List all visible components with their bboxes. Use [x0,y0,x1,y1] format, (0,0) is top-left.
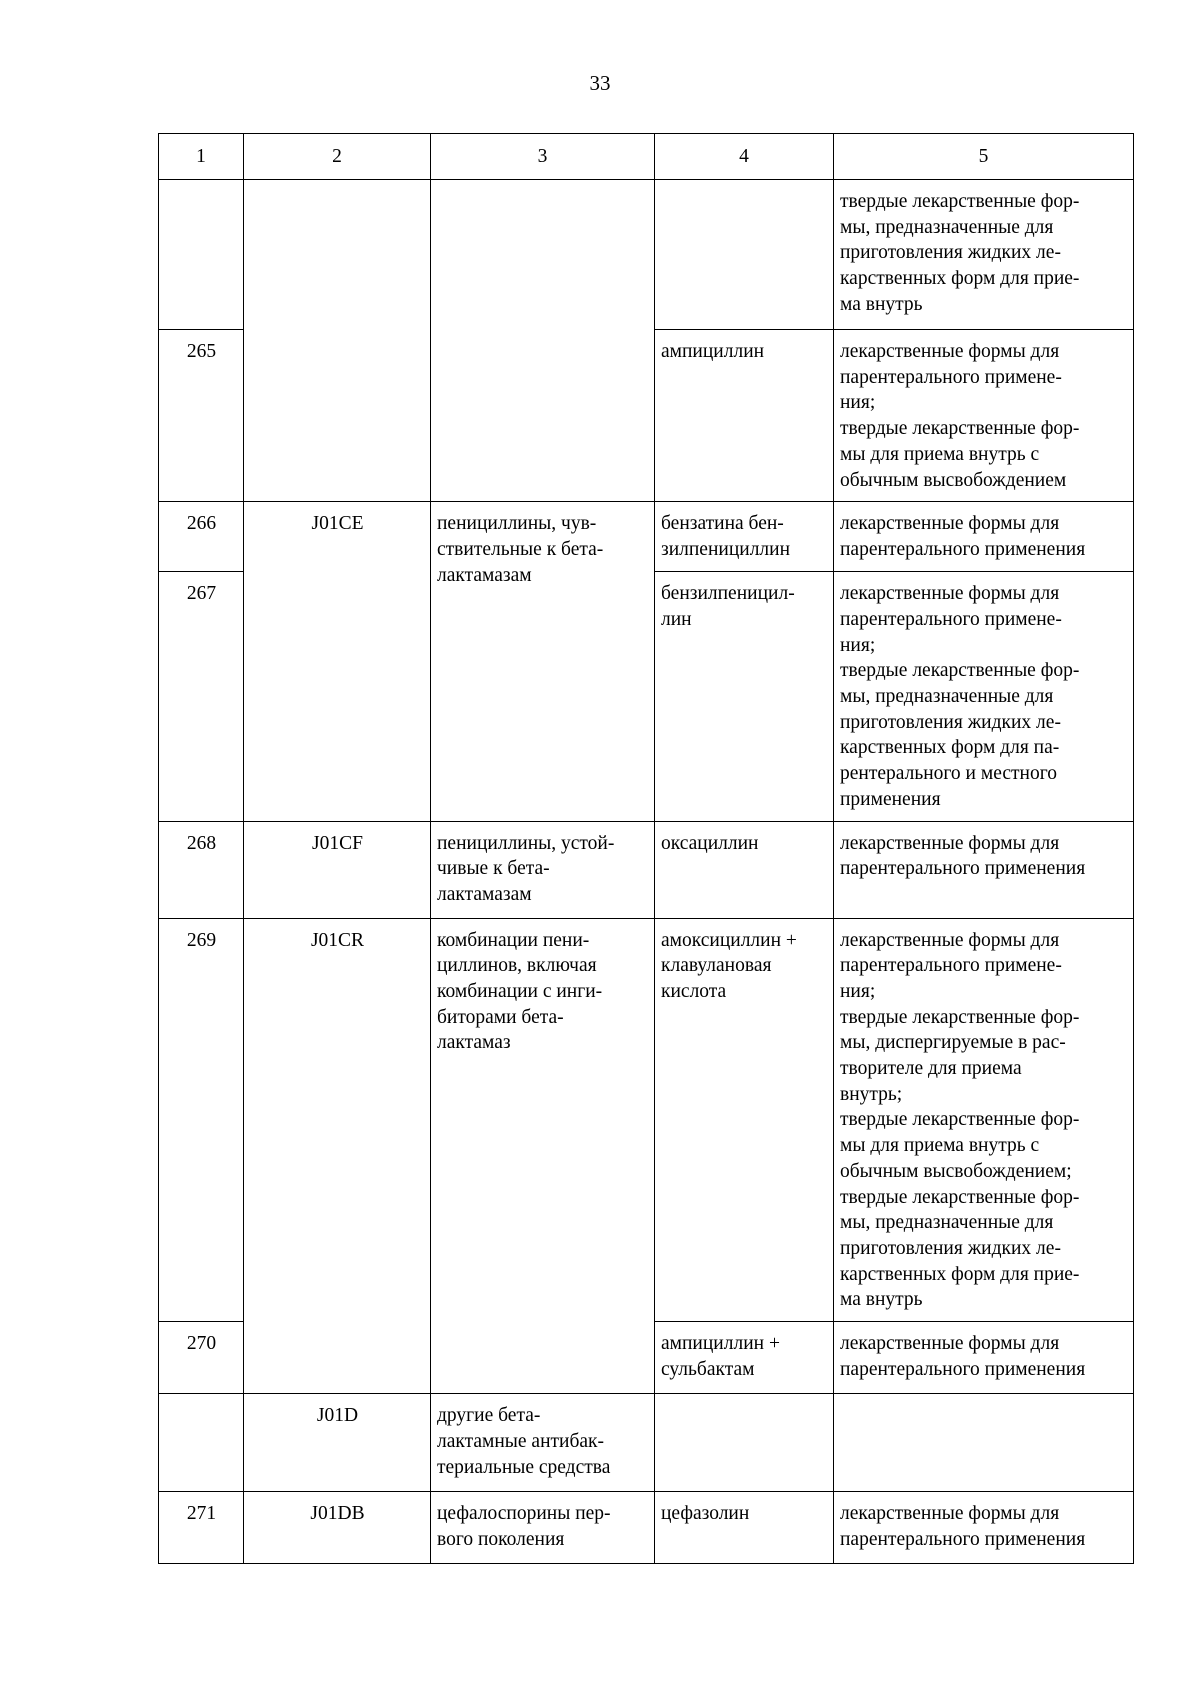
dosage-forms-cell: лекарственные формы для парентерального примене- ния; твердые лекарственные фор- мы, диспергируемые в рас- творителе для приема внутрь; твердые лекарственные фор- мы для приема внутрь с обычным высвобождением; твердые лекарственные фор- мы, предназначенные для приготовления жидких ле- карственных форм для прие- ма внутрь [834,918,1134,1322]
table-row [159,1394,1134,1492]
row-number-cell: 270 [159,1322,244,1394]
page-number: 33 [589,71,611,95]
medication-table [158,133,1134,1564]
drug-name-cell: амоксициллин + клавулановая кислота [655,918,834,1322]
table-row [159,918,1134,1322]
dosage-forms-cell: лекарственные формы для парентерального примене- ния; твердые лекарственные фор- мы, предназначенные для приготовления жидких ле- карственных форм для па- рентерального и местного применения [834,572,1134,821]
group-name-cell: пенициллины, чув- ствительные к бета- лактамазам [431,502,655,821]
table-row [159,502,1134,572]
column-header-5: 5 [834,134,1134,180]
row-number-cell: 267 [159,572,244,821]
drug-name-cell: ампициллин [655,330,834,502]
atc-code-cell: J01DB [244,1492,431,1564]
group-name-cell: другие бета- лактамные антибак- териальные средства [431,1394,655,1492]
column-header-1: 1 [159,134,244,180]
dosage-forms-cell: лекарственные формы для парентерального применения [834,1492,1134,1564]
group-name-cell: пенициллины, устой- чивые к бета- лактамазам [431,821,655,918]
dosage-forms-cell: твердые лекарственные фор- мы, предназначенные для приготовления жидких ле- карственных форм для прие- ма внутрь [834,180,1134,330]
dosage-forms-cell: лекарственные формы для парентерального применения [834,821,1134,918]
row-number-cell [159,1394,244,1492]
atc-code-cell: J01CR [244,918,431,1394]
drug-name-cell [655,180,834,330]
atc-code-cell: J01CE [244,502,431,821]
table-row [159,1492,1134,1564]
group-name-cell [431,180,655,502]
row-number-cell: 269 [159,918,244,1322]
drug-name-cell [655,1394,834,1492]
dosage-forms-cell [834,1394,1134,1492]
column-header-2: 2 [244,134,431,180]
row-number-cell [159,180,244,330]
dosage-forms-cell: лекарственные формы для парентерального применения [834,502,1134,572]
atc-code-cell: J01D [244,1394,431,1492]
row-number-cell: 265 [159,330,244,502]
drug-name-cell: оксациллин [655,821,834,918]
atc-code-cell: J01CF [244,821,431,918]
group-name-cell: комбинации пени- циллинов, включая комбинации с инги- биторами бета- лактамаз [431,918,655,1394]
group-name-cell: цефалоспорины пер- вого поколения [431,1492,655,1564]
column-header-3: 3 [431,134,655,180]
atc-code-cell [244,180,431,502]
dosage-forms-cell: лекарственные формы для парентерального применения [834,1322,1134,1394]
drug-name-cell: ампициллин + сульбактам [655,1322,834,1394]
row-number-cell: 266 [159,502,244,572]
column-header-4: 4 [655,134,834,180]
drug-name-cell: бензилпеницил- лин [655,572,834,821]
drug-name-cell: бензатина бен- зилпенициллин [655,502,834,572]
drug-name-cell: цефазолин [655,1492,834,1564]
dosage-forms-cell: лекарственные формы для парентерального примене- ния; твердые лекарственные фор- мы для приема внутрь с обычным высвобождением [834,330,1134,502]
row-number-cell: 271 [159,1492,244,1564]
table-row [159,821,1134,918]
table-row [159,180,1134,330]
row-number-cell: 268 [159,821,244,918]
table-header-row [159,134,1134,180]
